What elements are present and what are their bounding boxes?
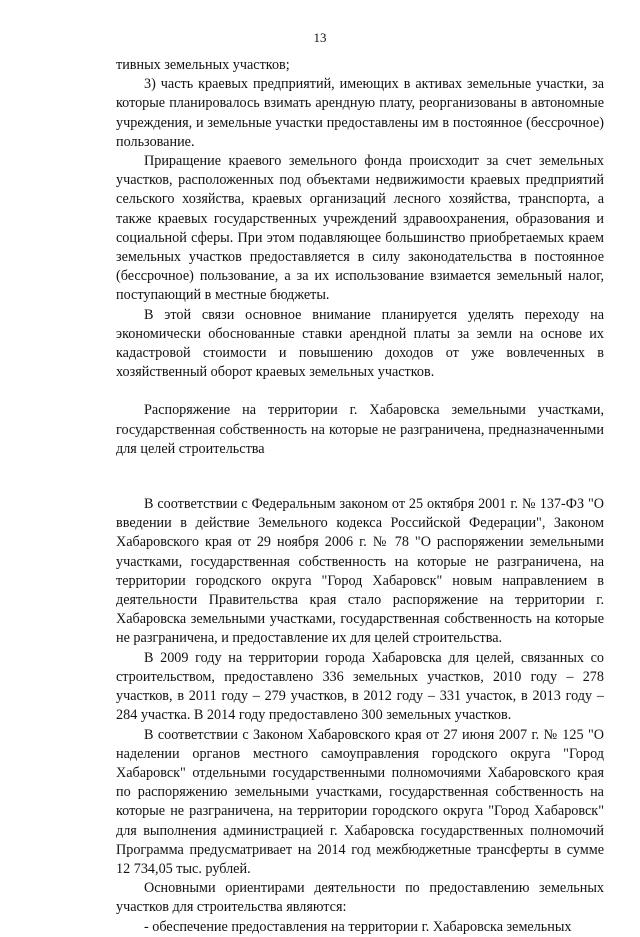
paragraph-item-3: 3) часть краевых предприятий, имеющих в активах земельные участки, за которые планировалось взимать арендную плату, реорганизованы в автономные учреждения, и земельные участки предоставлены им в постоянное (бессрочное) пользование. [116, 76, 604, 150]
paragraph-land-fund-growth: Приращение краевого земельного фонда происходит за счет земельных участков, расположенных под объектами недвижимости краевых предприятий сельского хозяйства, краевых организаций лесного хозяйства, транспорта, а также краевых государственных учреждений здравоохранения, образования и социальной сферы. При этом подавляющее большинство приобретаемых краем земельных участков предоставляется в силу законодательства в постоянное (бессрочное) пользование, а за их использование взимается земельный налог, поступающий в местные бюджеты. [116, 153, 604, 304]
paragraph-federal-law: В соответствии с Федеральным законом от 25 октября 2001 г. № 137-ФЗ "О введении в действие Земельного кодекса Российской Федерации", Законом Хабаровского края от 29 ноября 2006 г. № 78 "О распоряжении земельными участками, государственная собственность на которые не разграничена, на территории городского округа "Город Хабаровск" новым направлением в деятельности Правительства края стало распоряжение на территории г. Хабаровска земельными участками, государственная собственность на которые не разграничена, и предоставление их для целей строительства. [116, 496, 604, 647]
paragraph-regional-law: В соответствии с Законом Хабаровского края от 27 июня 2007 г. № 125 "О наделении органов местного самоуправления городского округа "Город Хабаровск" отдельными государственными полномочиями Хабаровского края по распоряжению земельными участками, государственная собственность на которые не разграничена, на территории городского округа "Город Хабаровск" для выполнения администрацией г. Хабаровска государственных полномочий Программа предусматривает на 2014 год межбюджетные трансферты в сумме 12 734,05 тыс. рублей. [116, 726, 604, 877]
paragraph-continuation: тивных земельных участков; [116, 57, 290, 73]
paragraph-rent-focus: В этой связи основное внимание планируется уделять переходу на экономически обоснованные ставки арендной платы за земли на основе их кадастровой стоимости и повышению доходов от уже вовлеченных в хозяйственный оборот краевых земельных участков. [116, 306, 604, 381]
paragraph-guideline-item: - обеспечение предоставления на территории г. Хабаровска земельных [144, 918, 572, 935]
paragraph-statistics: В 2009 году на территории города Хабаровска для целей, связанных со строительством, предоставлено 336 земельных участков, 2010 году – 278 участков, в 2011 году – 279 участков, в 2012 году – 331 участок, в 2013 году – 284 участка. В 2014 году предоставлено 300 земельных участков. [116, 649, 604, 724]
document-body [116, 56, 604, 937]
paragraph-guidelines-intro: Основными ориентирами деятельности по предоставлению земельных участков для строительства являются: [116, 880, 604, 916]
section-heading: Распоряжение на территории г. Хабаровска земельными участками, государственная собственность на которые не разграничена, предназначенными для целей строительства [116, 402, 604, 457]
page-number: 13 [313, 30, 327, 45]
